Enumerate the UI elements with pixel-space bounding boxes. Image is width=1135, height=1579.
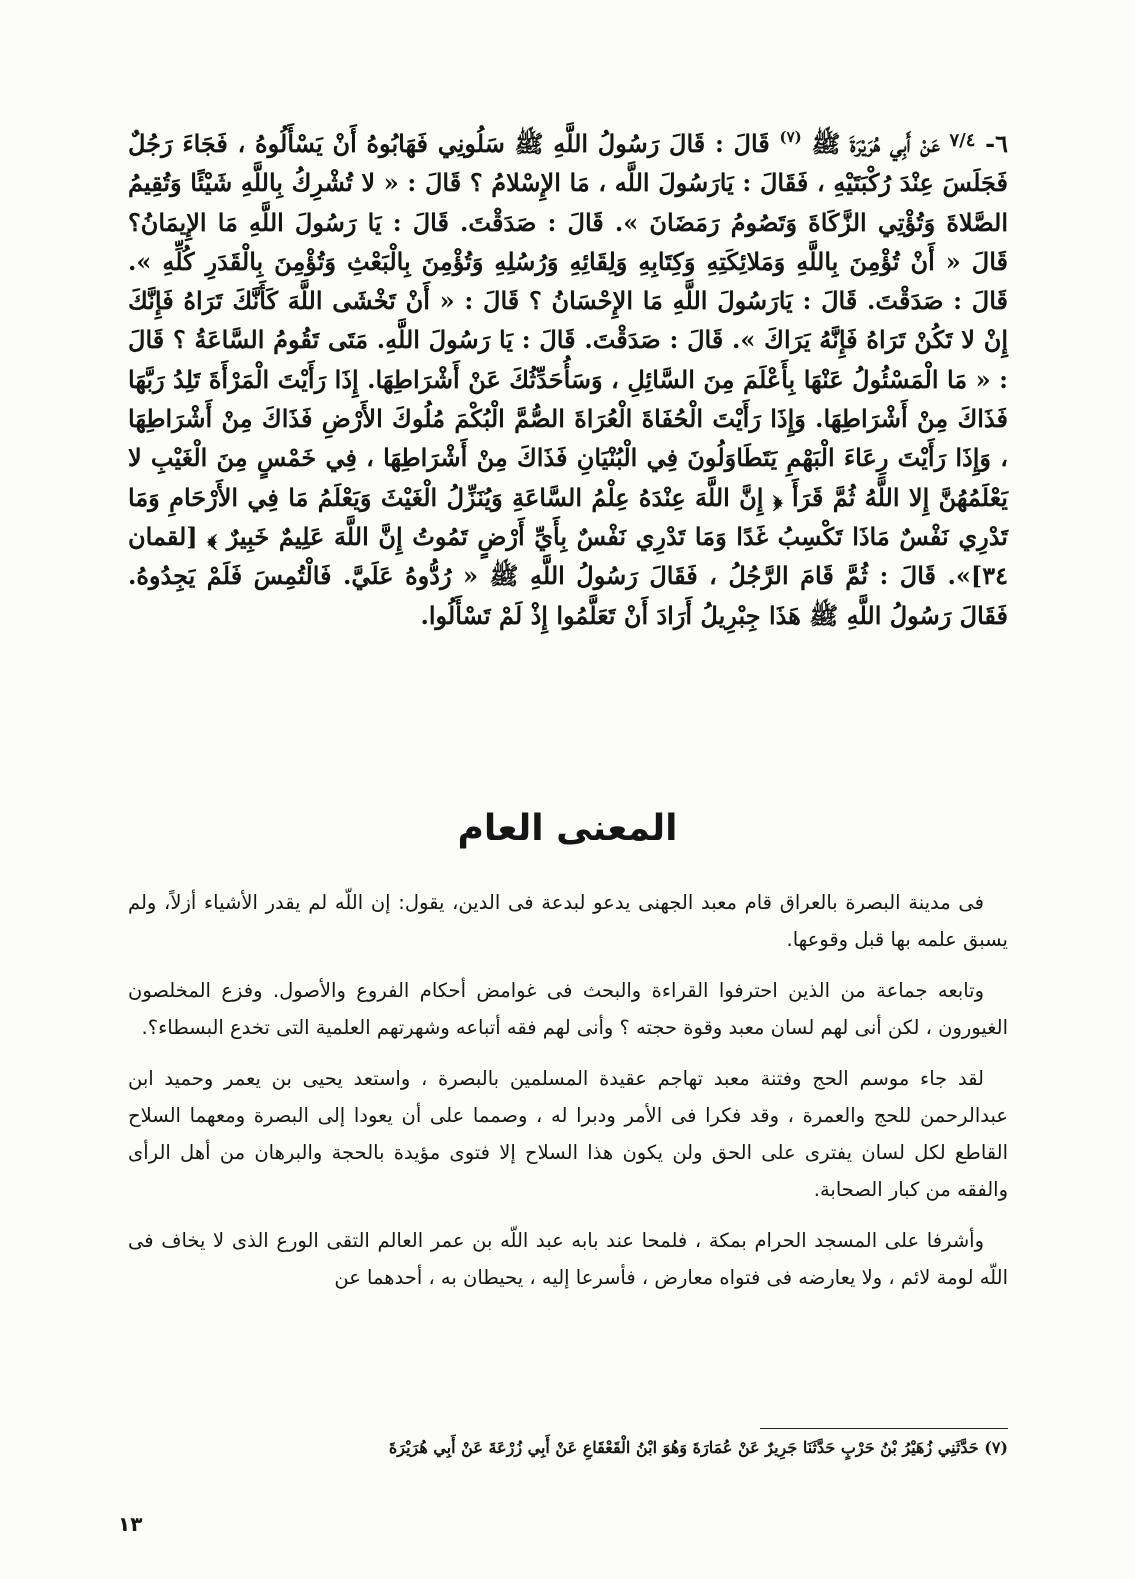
- footnote-divider: [760, 1428, 1008, 1429]
- hadith-number: ٦-: [985, 129, 1009, 158]
- hadith-fraction: ٧/٤: [949, 130, 976, 151]
- hadith-block: [128, 118, 1008, 635]
- commentary-paragraph: فى مدينة البصرة بالعراق قام معبد الجهنى يدعو لبدعة فى الدين، يقول: إن اللّه لم يقدر الأشياء أزلاً، ولم يسبق علمه بها قبل وقوعها.: [128, 891, 1008, 951]
- commentary-block: [128, 884, 1008, 1310]
- page-number: ١٣: [118, 1512, 143, 1536]
- commentary-paragraph: وأشرفا على المسجد الحرام بمكة ، فلمحا عند بابه عبد اللّه بن عمر العالم التقى الورع الذى لا يخاف فى اللّه لومة لائم ، ولا يعارضه فى فتواه معارض ، فأسرعا إليه ، يحيطان به ، أحدهما عن: [128, 1229, 1008, 1289]
- hadith-text: قَالَ : قَالَ رَسُولُ اللَّهِ ﷺ سَلُونِي فَهَابُوهُ أَنْ يَسْأَلُوهُ ، فَجَاءَ رَجُلٌ فَجَلَسَ عِنْدَ رُكْبَتَيْهِ ، فَقَالَ : يَارَسُولَ اللَّه ، مَا الإِسْلامُ ؟ قَالَ : « لا تُشْرِكُ بِاللَّهِ شَيْئًا وَتُقِيمُ الصَّلاةَ وَتُؤْتِي الزَّكَاةَ وَتَصُومُ رَمَضَانَ ». قَالَ : صَدَقْتَ. قَالَ : يَا رَسُولَ اللَّهِ مَا الإِيمَانُ؟ قَالَ « أَنْ تُؤْمِنَ بِاللَّهِ وَمَلائِكَتِهِ وَكِتَابِهِ وَلِقَائِهِ وَرُسُلِهِ وَتُؤْمِنَ بِالْبَعْثِ وَتُؤْمِنَ بِالْقَدَرِ كُلِّهِ ». قَالَ : صَدَقْتَ. قَالَ : يَارَسُولَ اللَّهِ مَا الإِحْسَانُ ؟ قَالَ : « أَنْ تَخْشَى اللَّهَ كَأَنَّكَ تَرَاهُ فَإِنَّكَ إِنْ لا تَكُنْ تَرَاهُ فَإِنَّهُ يَرَاكَ ». قَالَ : صَدَقْتَ. قَالَ : يَا رَسُولَ اللَّهِ. مَتَى تَقُومُ السَّاعَةُ ؟ قَالَ : « مَا الْمَسْئُولُ عَنْهَا بِأَعْلَمَ مِنَ السَّائِلِ ، وَسَأُحَدِّثُكَ عَنْ أَشْرَاطِهَا. إِذَا رَأَيْتَ الْمَرْأَةَ تَلِدُ رَبَّهَا فَذَاكَ مِنْ أَشْرَاطِهَا. وَإِذَا رَأَيْتَ الْحُفَاةَ الْعُرَاةَ الصُّمَّ الْبُكْمَ مُلُوكَ الأَرْضِ فَذَاكَ مِنْ أَشْرَاطِهَا ، وَإِذَا رَأَيْتَ رِعَاءَ الْبَهْمِ يَتَطَاوَلُونَ فِي الْبُنْيَانِ فَذَاكَ مِنْ أَشْرَاطِهَا ، فِي خَمْسٍ مِنَ الْغَيْبِ لا يَعْلَمُهُنَّ إِلا اللَّهُ ثُمَّ قَرَأَ ﴿ إِنَّ اللَّهَ عِنْدَهُ عِلْمُ السَّاعَةِ وَيُنَزِّلُ الْغَيْثَ وَيَعْلَمُ مَا فِي الأَرْحَامِ وَمَا تَدْرِي نَفْسٌ مَاذَا تَكْسِبُ غَدًا وَمَا تَدْرِي نَفْسٌ بِأَيِّ أَرْضٍ تَمُوتُ إِنَّ اللَّهَ عَلِيمٌ خَبِيرٌ ﴾ [لقمان ٣٤]». قَالَ : ثُمَّ قَامَ الرَّجُلُ ، فَقَالَ رَسُولُ اللَّهِ ﷺ « رُدُّوهُ عَلَيَّ. فَالْتُمِسَ فَلَمْ يَجِدُوهُ. فَقَالَ رَسُولُ اللَّهِ ﷺ هَذَا جِبْرِيلُ أَرَادَ أَنْ تَعَلَّمُوا إِذْ لَمْ تَسْأَلُوا.: [128, 129, 1008, 630]
- footnote: (٧) حَدَّثَنِي زُهَيْرُ بْنُ حَرْبٍ حَدَّثَنَا جَرِيرٌ عَنْ عُمَارَةَ وَهُوَ ابْنُ الْقَعْقَاعِ عَنْ أَبِي زُرْعَةَ عَنْ أَبِي هُرَيْرَةَ: [388, 1438, 1008, 1457]
- hadith-paragraph: [128, 118, 1008, 635]
- commentary-paragraph: وتابعه جماعة من الذين احترفوا القراءة والبحث فى غوامض أحكام الفروع والأصول. وفزع المخلصون الغيورون ، لكن أنى لهم لسان معبد وقوة حجته ؟ وأنى لهم فقه أتباعه وشهرتهم العلمية التى تخدع البسطاء؟.: [128, 979, 1008, 1039]
- footnote-reference[interactable]: (٧): [779, 128, 802, 146]
- commentary-paragraph: لقد جاء موسم الحج وفتنة معبد تهاجم عقيدة المسلمين بالبصرة ، واستعد يحيى بن يعمر وحميد ابن عبدالرحمن للحج والعمرة ، وقد فكرا فى الأمر ودبرا له ، وصمما على أن يعودا إلى البصرة ومعهما السلاح القاطع لكل لسان يفترى على الحق ولن يكون هذا السلاح إلا فتوى مؤيدة بالحجة والبرهان من أهل الرأى والفقه من كبار الصحابة.: [128, 1067, 1008, 1201]
- hadith-narrator: عَنْ أَبِي هُرَيْرَةَ ﷺ: [811, 129, 940, 158]
- section-heading: المعنى العام: [457, 808, 678, 849]
